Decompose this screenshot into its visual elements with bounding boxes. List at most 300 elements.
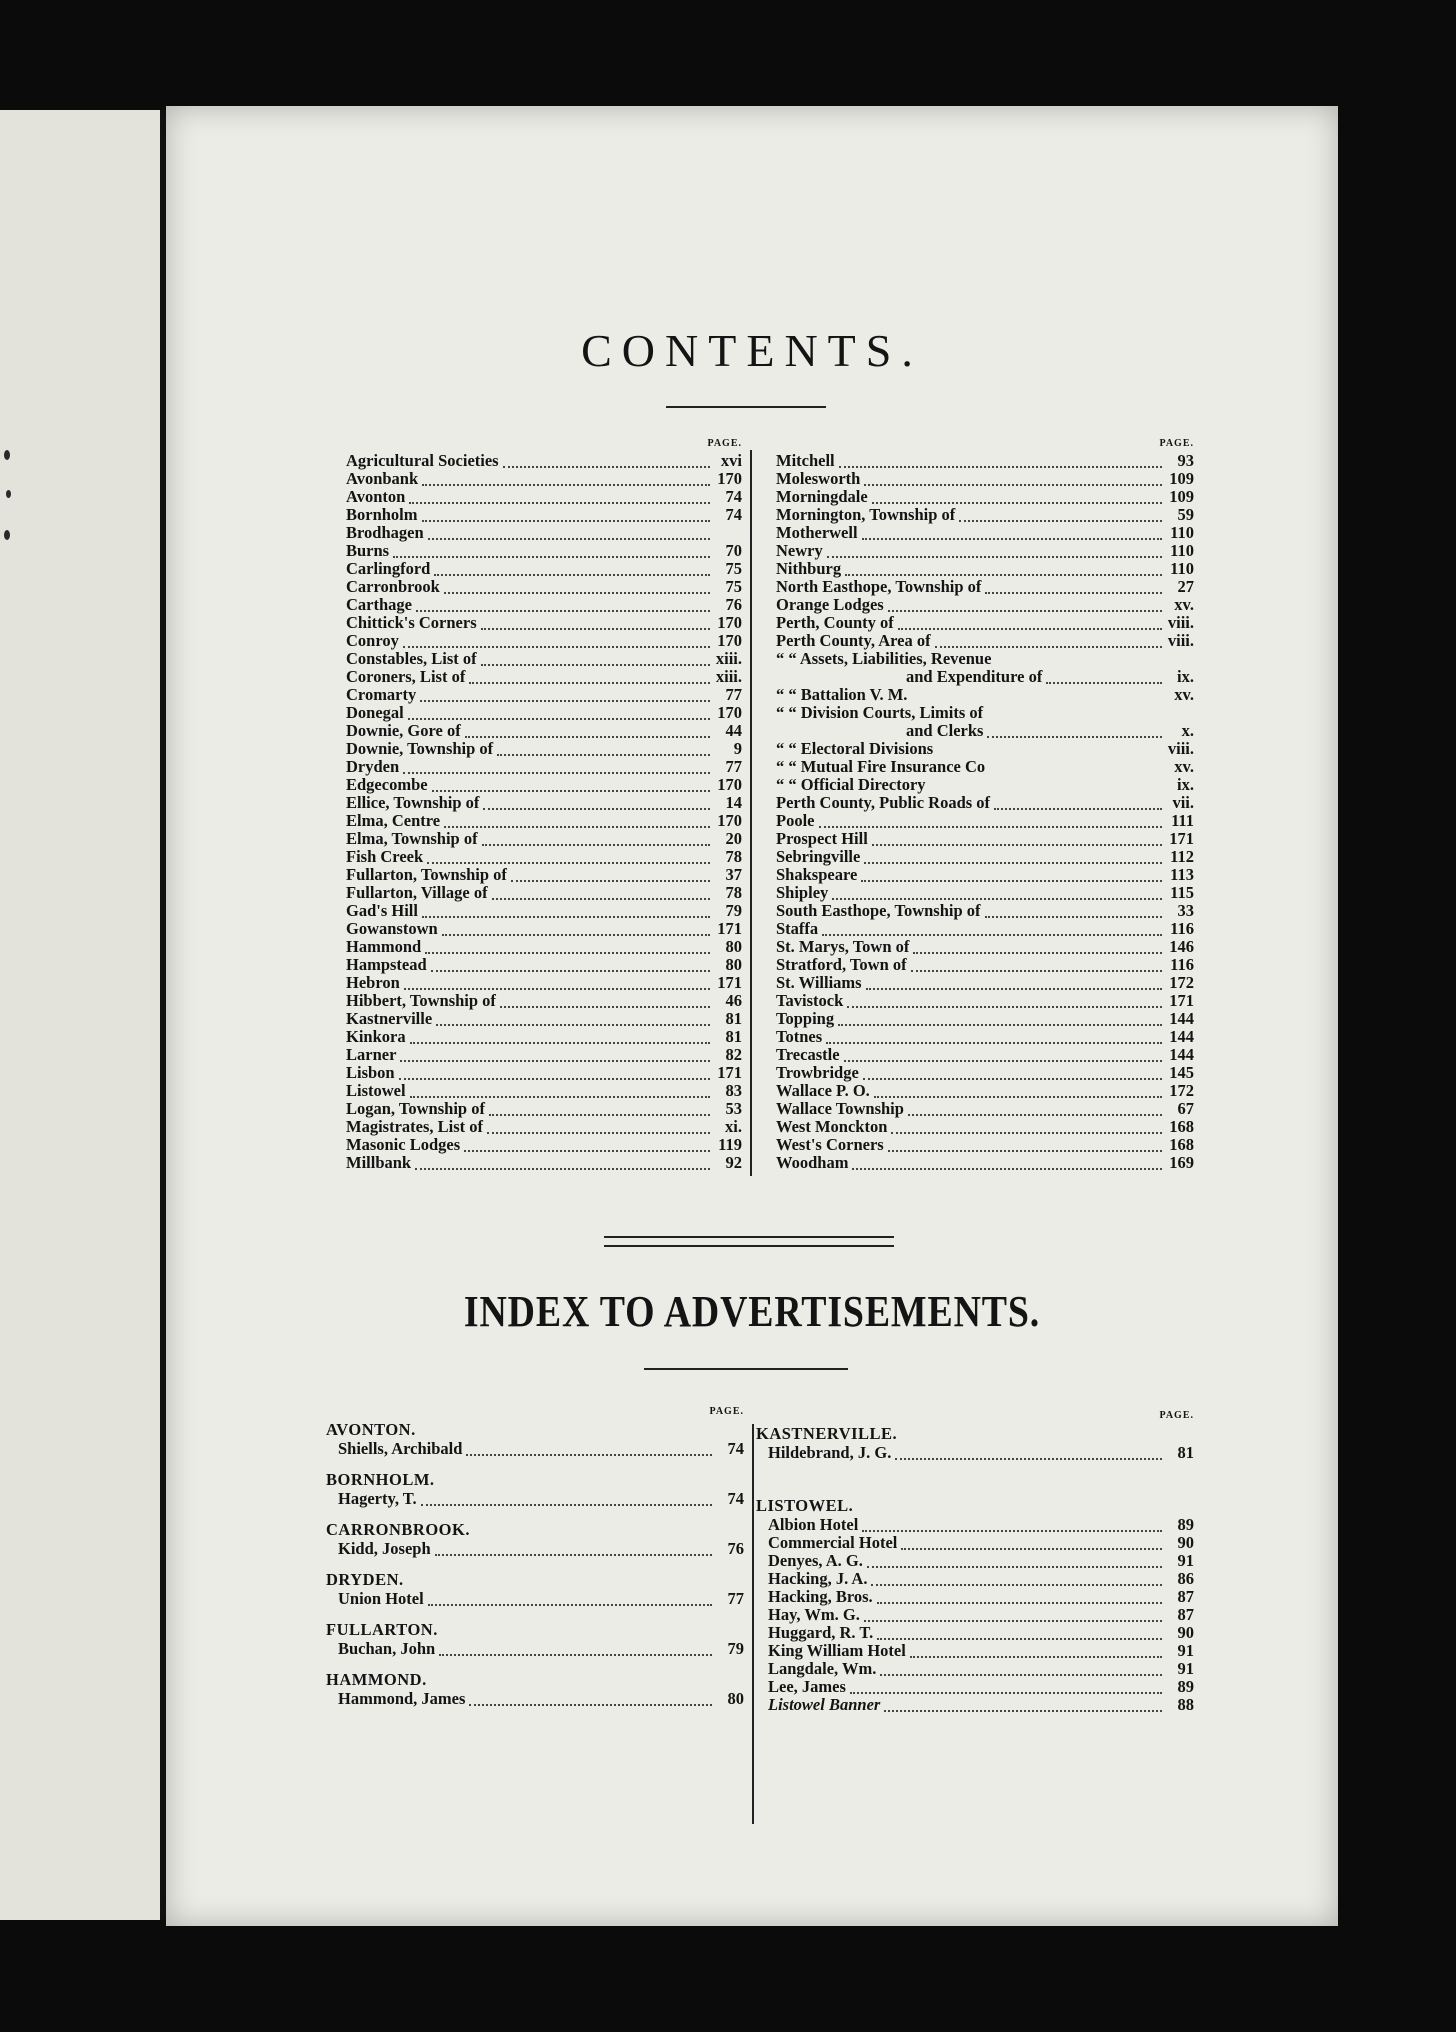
entry-page-number: viii. <box>1167 632 1194 650</box>
dot-leader <box>872 488 1162 504</box>
dot-leader <box>444 578 710 594</box>
dot-leader <box>844 1046 1162 1062</box>
entry-name: Hebron <box>346 974 400 992</box>
entry-page-number: 89 <box>1177 1516 1194 1534</box>
index-entry <box>346 1118 742 1136</box>
entry-name: Millbank <box>346 1154 412 1172</box>
entry-page-number: 33 <box>1177 902 1194 920</box>
index-entry <box>776 866 1194 884</box>
index-entry <box>346 1100 742 1118</box>
index-entry <box>756 1588 1194 1606</box>
index-entry <box>776 560 1194 578</box>
index-entry <box>776 722 1194 740</box>
dot-leader <box>489 1100 710 1116</box>
index-entry <box>346 902 742 920</box>
index-entry <box>776 632 1194 650</box>
index-entry <box>346 1028 742 1046</box>
index-entry <box>346 1010 742 1028</box>
index-entry <box>346 758 742 776</box>
entry-page-number: 77 <box>725 686 742 704</box>
entry-page-number: ix. <box>1177 776 1194 794</box>
entry-page-number: 168 <box>1169 1136 1194 1154</box>
entry-name: Gowanstown <box>346 920 438 938</box>
entry-page-number: 59 <box>1177 506 1194 524</box>
dot-leader <box>487 1118 710 1134</box>
entry-name: Hacking, J. A. <box>768 1570 868 1588</box>
ink-speck <box>4 450 10 460</box>
index-entry <box>346 452 742 470</box>
dot-leader <box>908 1100 1162 1116</box>
entry-name: and Expenditure of <box>906 668 1043 686</box>
index-entry <box>756 1444 1194 1462</box>
dot-leader <box>871 1570 1162 1586</box>
entry-name: Coroners, List of <box>346 668 466 686</box>
entry-name: Lee, James <box>768 1678 846 1696</box>
dot-leader <box>937 742 1162 756</box>
entry-page-number: 170 <box>717 614 742 632</box>
ink-speck <box>4 530 10 540</box>
dot-leader <box>852 1154 1162 1170</box>
dot-leader <box>872 830 1162 846</box>
dot-leader <box>1046 668 1162 684</box>
entry-name: Orange Lodges <box>776 596 884 614</box>
entry-name: Newry <box>776 542 823 560</box>
entry-name: Gad's Hill <box>346 902 418 920</box>
entry-page-number: 82 <box>725 1046 742 1064</box>
dot-leader <box>503 452 710 468</box>
index-entry <box>776 1100 1194 1118</box>
entry-name: Edgecombe <box>346 776 428 794</box>
index-entry <box>776 596 1194 614</box>
entry-name: Stratford, Town of <box>776 956 907 974</box>
entry-page-number: 89 <box>1177 1678 1194 1696</box>
entry-name: “ “ Battalion V. M. <box>776 686 908 704</box>
entry-name: Chittick's Corners <box>346 614 477 632</box>
entry-name: Tavistock <box>776 992 844 1010</box>
entry-page-number: 37 <box>725 866 742 884</box>
entry-name: Hildebrand, J. G. <box>768 1444 892 1462</box>
dot-leader <box>432 776 710 792</box>
page-label: PAGE. <box>707 438 742 449</box>
dot-leader <box>861 866 1162 882</box>
dot-leader <box>416 596 710 612</box>
entry-name: Dryden <box>346 758 400 776</box>
entry-page-number: 144 <box>1169 1010 1194 1028</box>
dot-leader <box>987 722 1162 738</box>
index-entry <box>776 1082 1194 1100</box>
section-double-rule <box>604 1236 894 1247</box>
index-entry <box>776 542 1194 560</box>
entry-page-number: 87 <box>1177 1606 1194 1624</box>
dot-leader <box>403 758 710 774</box>
entry-name: Cromarty <box>346 686 417 704</box>
entry-page-number: 88 <box>1177 1696 1194 1714</box>
dot-leader <box>901 1534 1162 1550</box>
advertisements-column-left <box>326 1406 744 1708</box>
entry-name: Hibbert, Township of <box>346 992 496 1010</box>
index-entry <box>776 884 1194 902</box>
entry-name: Nithburg <box>776 560 842 578</box>
index-entry <box>756 1678 1194 1696</box>
index-entry <box>346 488 742 506</box>
dot-leader <box>832 884 1162 900</box>
advertisements-title: INDEX TO ADVERTISEMENTS. <box>463 1287 1041 1336</box>
entry-name: Sebringville <box>776 848 861 866</box>
title-rule <box>666 406 826 408</box>
entry-name: Listowel <box>346 1082 406 1100</box>
dot-leader <box>410 1082 710 1098</box>
dot-leader <box>464 1136 710 1152</box>
entry-page-number: 76 <box>727 1540 744 1558</box>
index-entry <box>776 776 1194 794</box>
entry-name: Fullarton, Village of <box>346 884 488 902</box>
index-entry <box>346 686 742 704</box>
entry-name: Union Hotel <box>338 1590 424 1608</box>
index-entry <box>776 506 1194 524</box>
entry-name: Bornholm <box>346 506 418 524</box>
index-entry <box>776 1064 1194 1082</box>
entry-name: Motherwell <box>776 524 858 542</box>
dot-leader <box>403 632 710 648</box>
index-entry <box>776 830 1194 848</box>
entry-page-number: 109 <box>1169 488 1194 506</box>
index-entry <box>346 1064 742 1082</box>
index-entry <box>346 596 742 614</box>
advertiser-location-heading: BORNHOLM. <box>326 1470 435 1489</box>
index-entry <box>346 1136 742 1154</box>
entry-page-number: 79 <box>727 1640 744 1658</box>
entry-page-number: xv. <box>1174 596 1194 614</box>
entry-name: West Monckton <box>776 1118 888 1136</box>
entry-page-number: 111 <box>1171 812 1194 830</box>
entry-name: Carronbrook <box>346 578 440 596</box>
entry-page-number: 80 <box>727 1690 744 1708</box>
index-entry <box>346 830 742 848</box>
index-entry <box>346 632 742 650</box>
entry-page-number: 75 <box>725 560 742 578</box>
entry-name: Kinkora <box>346 1028 406 1046</box>
contents-column-left <box>346 438 742 1172</box>
index-entry <box>346 1082 742 1100</box>
entry-name: “ “ Electoral Divisions <box>776 740 934 758</box>
entry-page-number: 110 <box>1170 560 1194 578</box>
dot-leader <box>930 778 1162 792</box>
dot-leader <box>425 938 710 954</box>
dot-leader <box>500 992 710 1008</box>
index-entry <box>346 470 742 488</box>
index-entry <box>756 1642 1194 1660</box>
entry-page-number: 77 <box>725 758 742 776</box>
entry-name: South Easthope, Township of <box>776 902 981 920</box>
dot-leader <box>481 650 710 666</box>
advertiser-location-heading: AVONTON. <box>326 1420 416 1439</box>
entry-name: Staffa <box>776 920 819 938</box>
advertiser-location-heading: HAMMOND. <box>326 1670 427 1689</box>
index-entry <box>346 524 742 542</box>
entry-name: Prospect Hill <box>776 830 868 848</box>
advertiser-location-heading: LISTOWEL. <box>756 1496 854 1515</box>
entry-name: Logan, Township of <box>346 1100 485 1118</box>
entry-page-number: 70 <box>725 542 742 560</box>
group-gap <box>756 1462 1194 1496</box>
entry-name: Kidd, Joseph <box>338 1540 431 1558</box>
index-entry <box>756 1552 1194 1570</box>
dot-leader <box>995 652 1162 666</box>
entry-name: Avonbank <box>346 470 419 488</box>
entry-name: Denyes, A. G. <box>768 1552 863 1570</box>
dot-leader <box>400 1046 710 1062</box>
entry-page-number: 170 <box>717 470 742 488</box>
page-label: PAGE. <box>1159 438 1194 449</box>
dot-leader <box>862 1516 1162 1532</box>
entry-page-number: ix. <box>1177 668 1194 686</box>
index-entry <box>776 614 1194 632</box>
entry-page-number: 80 <box>725 956 742 974</box>
dot-leader <box>469 1690 712 1706</box>
entry-page-number: 144 <box>1169 1028 1194 1046</box>
group-gap <box>326 1558 744 1570</box>
index-entry <box>326 1540 744 1558</box>
entry-name: Shipley <box>776 884 829 902</box>
dot-leader <box>822 920 1162 936</box>
index-entry <box>776 956 1194 974</box>
index-entry <box>346 506 742 524</box>
dot-leader <box>497 740 710 756</box>
entry-name: Conroy <box>346 632 399 650</box>
entry-name: Woodham <box>776 1154 849 1172</box>
index-entry <box>776 902 1194 920</box>
entry-name: Kastnerville <box>346 1010 433 1028</box>
entry-name: Hammond <box>346 938 422 956</box>
entry-name: Topping <box>776 1010 835 1028</box>
index-entry <box>776 794 1194 812</box>
index-entry <box>776 452 1194 470</box>
index-entry <box>346 1046 742 1064</box>
entry-page-number: 90 <box>1177 1534 1194 1552</box>
entry-page-number: xiii. <box>715 668 742 686</box>
index-entry <box>756 1660 1194 1678</box>
dot-leader <box>863 1064 1162 1080</box>
entry-name: Langdale, Wm. <box>768 1660 877 1678</box>
entry-name: Perth, County of <box>776 614 894 632</box>
index-entry <box>776 1136 1194 1154</box>
index-entry <box>346 938 742 956</box>
entry-page-number: 116 <box>1170 920 1194 938</box>
index-entry <box>346 560 742 578</box>
index-entry <box>346 740 742 758</box>
dot-leader <box>895 1444 1162 1460</box>
dot-leader <box>847 992 1162 1008</box>
index-entry <box>776 1028 1194 1046</box>
entry-name: Ellice, Township of <box>346 794 480 812</box>
dot-leader <box>987 706 1162 720</box>
index-entry <box>756 1606 1194 1624</box>
index-entry <box>776 974 1194 992</box>
dot-leader <box>439 1640 712 1656</box>
entry-page-number: 169 <box>1169 1154 1194 1172</box>
entry-page-number: 116 <box>1170 956 1194 974</box>
entry-name: Fish Creek <box>346 848 424 866</box>
entry-name: Downie, Township of <box>346 740 494 758</box>
dot-leader <box>444 812 710 828</box>
entry-page-number: 74 <box>725 506 742 524</box>
dot-leader <box>910 1642 1162 1658</box>
entry-name: Morningdale <box>776 488 868 506</box>
index-entry <box>756 1570 1194 1588</box>
group-gap <box>326 1608 744 1620</box>
entry-name: Trowbridge <box>776 1064 859 1082</box>
dot-leader <box>866 974 1162 990</box>
dot-leader <box>483 794 710 810</box>
entry-name: Burns <box>346 542 390 560</box>
entry-page-number: 91 <box>1177 1552 1194 1570</box>
page-label: PAGE. <box>1159 1410 1194 1421</box>
entry-page-number: 109 <box>1169 470 1194 488</box>
entry-page-number: 170 <box>717 812 742 830</box>
dot-leader <box>826 1028 1162 1044</box>
entry-page-number: 81 <box>725 1010 742 1028</box>
index-entry <box>346 542 742 560</box>
entry-name: Carlingford <box>346 560 431 578</box>
dot-leader <box>428 1590 712 1606</box>
entry-page-number: 146 <box>1169 938 1194 956</box>
entry-page-number: xv. <box>1174 758 1194 776</box>
entry-name: Molesworth <box>776 470 861 488</box>
dot-leader <box>481 614 710 630</box>
index-entry <box>346 956 742 974</box>
index-entry <box>776 470 1194 488</box>
entry-page-number: 78 <box>725 884 742 902</box>
dot-leader <box>891 1118 1162 1134</box>
index-entry <box>776 758 1194 776</box>
index-entry <box>346 992 742 1010</box>
dot-leader <box>465 722 710 738</box>
entry-page-number: xiii. <box>715 650 742 668</box>
page-label: PAGE. <box>709 1406 744 1417</box>
document-page <box>166 106 1338 1926</box>
entry-name: Fullarton, Township of <box>346 866 507 884</box>
entry-name: Shiells, Archibald <box>338 1440 463 1458</box>
index-entry <box>776 1010 1194 1028</box>
dot-leader <box>435 1540 712 1556</box>
index-entry <box>776 848 1194 866</box>
dot-leader <box>867 1552 1162 1568</box>
dot-leader <box>442 920 710 936</box>
dot-leader <box>913 938 1162 954</box>
dot-leader <box>469 668 710 684</box>
entry-page-number: 91 <box>1177 1660 1194 1678</box>
group-gap <box>326 1458 744 1470</box>
entry-name: Buchan, John <box>338 1640 436 1658</box>
entry-page-number: 86 <box>1177 1570 1194 1588</box>
entry-name: Hacking, Bros. <box>768 1588 873 1606</box>
index-entry <box>346 974 742 992</box>
entry-page-number: 93 <box>1177 452 1194 470</box>
entry-page-number: 171 <box>1169 992 1194 1010</box>
dot-leader <box>845 560 1162 576</box>
index-entry <box>776 704 1194 722</box>
entry-page-number: 80 <box>725 938 742 956</box>
entry-name: Brodhagen <box>346 524 424 542</box>
index-entry <box>346 848 742 866</box>
index-entry <box>346 812 742 830</box>
entry-name: Agricultural Societies <box>346 452 499 470</box>
entry-page-number: 67 <box>1177 1100 1194 1118</box>
entry-name: Commercial Hotel <box>768 1534 898 1552</box>
index-entry <box>346 668 742 686</box>
dot-leader <box>935 632 1162 648</box>
dot-leader <box>911 956 1162 972</box>
index-entry <box>346 776 742 794</box>
dot-leader <box>410 1028 710 1044</box>
dot-leader <box>864 470 1162 486</box>
entry-name: St. Marys, Town of <box>776 938 910 956</box>
dot-leader <box>422 902 710 918</box>
entry-page-number: 74 <box>727 1490 744 1508</box>
entry-name: Constables, List of <box>346 650 477 668</box>
dot-leader <box>985 902 1162 918</box>
dot-leader <box>994 794 1162 810</box>
dot-leader <box>482 830 710 846</box>
dot-leader <box>420 686 710 702</box>
dot-leader <box>427 848 710 864</box>
group-gap <box>326 1658 744 1670</box>
index-entry <box>776 524 1194 542</box>
dot-leader <box>888 1136 1162 1152</box>
index-entry <box>346 794 742 812</box>
index-entry <box>776 920 1194 938</box>
entry-page-number: 110 <box>1170 524 1194 542</box>
entry-name: Carthage <box>346 596 412 614</box>
entry-page-number: 83 <box>725 1082 742 1100</box>
column-divider <box>752 1424 754 1824</box>
index-entry <box>326 1690 744 1708</box>
entry-name: Donegal <box>346 704 404 722</box>
entry-name: Wallace P. O. <box>776 1082 870 1100</box>
entry-name: “ “ Division Courts, Limits of <box>776 704 984 722</box>
entry-name: Masonic Lodges <box>346 1136 461 1154</box>
entry-name: Elma, Township of <box>346 830 478 848</box>
dot-leader <box>864 848 1162 864</box>
advertiser-location-heading: DRYDEN. <box>326 1570 404 1589</box>
entry-page-number: xv. <box>1174 686 1194 704</box>
entry-name: Trecastle <box>776 1046 840 1064</box>
advertiser-location-heading: KASTNERVILLE. <box>756 1424 898 1443</box>
entry-page-number: 87 <box>1177 1588 1194 1606</box>
index-entry <box>776 1154 1194 1172</box>
index-entry <box>776 488 1194 506</box>
entry-page-number: 14 <box>725 794 742 812</box>
index-entry <box>346 866 742 884</box>
index-entry <box>346 884 742 902</box>
dot-leader <box>436 1010 710 1026</box>
entry-page-number: 172 <box>1169 974 1194 992</box>
dot-leader <box>911 688 1162 702</box>
dot-leader <box>874 1082 1162 1098</box>
entry-name: North Easthope, Township of <box>776 578 982 596</box>
entry-name: Mitchell <box>776 452 835 470</box>
entry-page-number: 115 <box>1170 884 1194 902</box>
dot-leader <box>819 812 1163 828</box>
advertisements-column-right <box>756 1410 1194 1714</box>
facing-page-edge <box>0 110 166 1920</box>
dot-leader <box>404 974 710 990</box>
index-entry <box>346 722 742 740</box>
entry-name: Listowel Banner <box>768 1696 881 1714</box>
entry-name: Perth County, Area of <box>776 632 931 650</box>
dot-leader <box>431 956 710 972</box>
entry-name: Albion Hotel <box>768 1516 859 1534</box>
